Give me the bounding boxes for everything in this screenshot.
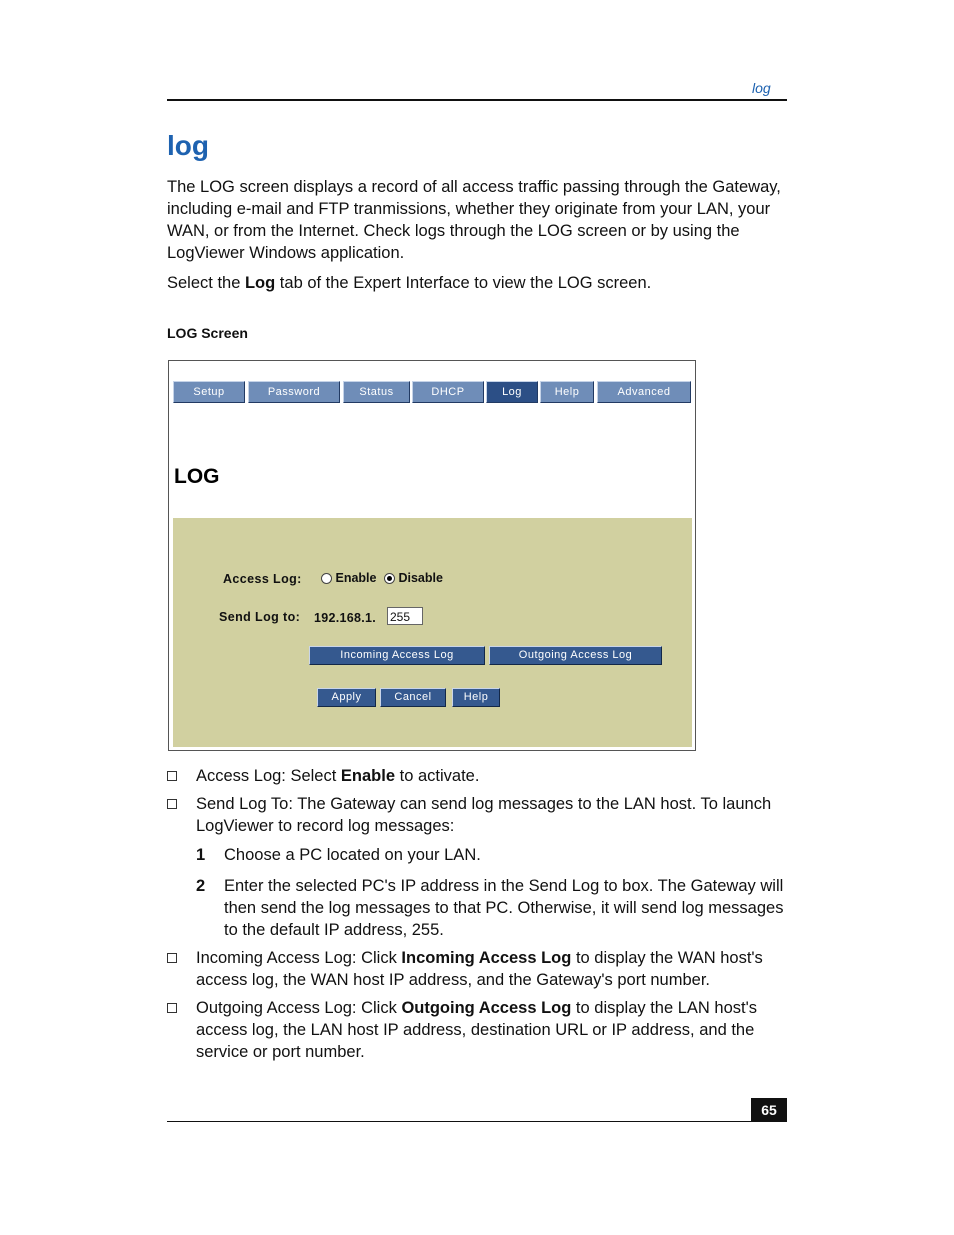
step-1 xyxy=(167,844,787,866)
log-screen-heading: LOG xyxy=(174,465,220,488)
tab-password[interactable]: Password xyxy=(248,381,340,403)
checkbox-bullet-icon xyxy=(167,771,177,781)
incoming-access-log-button[interactable]: Incoming Access Log xyxy=(309,646,485,665)
b3-post: to display the WAN host's access log, the WAN host IP address, and the Gateway's port number. xyxy=(196,949,763,989)
running-head: log xyxy=(752,80,771,96)
disable-radio[interactable] xyxy=(384,573,395,584)
select-instruction xyxy=(167,272,787,294)
enable-label: Enable xyxy=(335,571,377,585)
b4-pre: Outgoing Access Log: Click xyxy=(196,999,402,1017)
page-title: log xyxy=(167,130,209,161)
figure-caption: LOG Screen xyxy=(167,325,248,341)
footer-rule xyxy=(167,1121,787,1122)
select-bold: Log xyxy=(244,274,276,292)
bullet-outgoing-log xyxy=(167,997,787,1063)
tab-log[interactable]: Log xyxy=(486,381,538,403)
disable-label: Disable xyxy=(398,571,443,585)
access-log-label: Access Log: xyxy=(223,572,302,586)
log-screen-figure xyxy=(168,360,696,751)
log-settings-panel xyxy=(173,518,692,747)
header-rule xyxy=(167,99,787,101)
bullet-text xyxy=(196,765,786,787)
b4-post: to display the LAN host's access log, the LAN host IP address, destination URL or IP address, and the service or port number. xyxy=(196,999,758,1061)
ip-last-octet-input[interactable]: 255 xyxy=(387,607,423,625)
ip-prefix: 192.168.1. xyxy=(314,611,377,625)
b4-bold: Outgoing Access Log xyxy=(401,999,572,1017)
intro-paragraph: The LOG screen displays a record of all access traffic passing through the Gateway, including e-mail and FTP tranmissions, whether they originate from your LAN, your WAN, or from the Internet. Check logs through the LOG screen or by using the LogViewer Windows application. xyxy=(167,178,781,262)
tab-dhcp[interactable]: DHCP xyxy=(412,381,484,403)
cancel-button[interactable]: Cancel xyxy=(380,688,446,707)
tab-status[interactable]: Status xyxy=(343,381,410,403)
b3-pre: Incoming Access Log: Click xyxy=(196,949,402,967)
step-number: 2 xyxy=(196,877,206,895)
select-post: tab of the Expert Interface to view the LOG screen. xyxy=(275,274,652,292)
tab-setup[interactable]: Setup xyxy=(173,381,245,403)
checkbox-bullet-icon xyxy=(167,799,177,809)
tab-help[interactable]: Help xyxy=(540,381,594,403)
bullet-text xyxy=(196,947,786,991)
tab-advanced[interactable]: Advanced xyxy=(597,381,691,403)
outgoing-access-log-button[interactable]: Outgoing Access Log xyxy=(489,646,662,665)
checkbox-bullet-icon xyxy=(167,953,177,963)
bullet-text xyxy=(196,997,786,1063)
help-button[interactable]: Help xyxy=(452,688,500,707)
page-number: 65 xyxy=(751,1098,787,1122)
bullet-access-log xyxy=(167,765,787,787)
enable-radio[interactable] xyxy=(321,573,332,584)
step-number: 1 xyxy=(196,846,206,864)
apply-button[interactable]: Apply xyxy=(317,688,376,707)
step-2 xyxy=(167,875,787,941)
send-log-label: Send Log to: xyxy=(219,610,301,624)
b1-post: to activate. xyxy=(395,767,480,785)
b1-pre: Access Log: Select xyxy=(196,767,341,785)
bullet-text: Send Log To: The Gateway can send log messages to the LAN host. To launch LogViewer to record log messages: xyxy=(196,795,772,835)
b3-bold: Incoming Access Log xyxy=(401,949,572,967)
step-text: Choose a PC located on your LAN. xyxy=(224,846,481,864)
access-log-radios xyxy=(321,571,443,585)
bullet-send-log xyxy=(167,793,787,837)
step-text: Enter the selected PC's IP address in the Send Log to box. The Gateway will then send the log messages to that PC. Otherwise, it will send log messages to the default IP address, 255. xyxy=(224,877,784,939)
checkbox-bullet-icon xyxy=(167,1003,177,1013)
bullet-incoming-log xyxy=(167,947,787,991)
select-pre: Select the xyxy=(167,274,245,292)
b1-bold: Enable xyxy=(340,767,396,785)
